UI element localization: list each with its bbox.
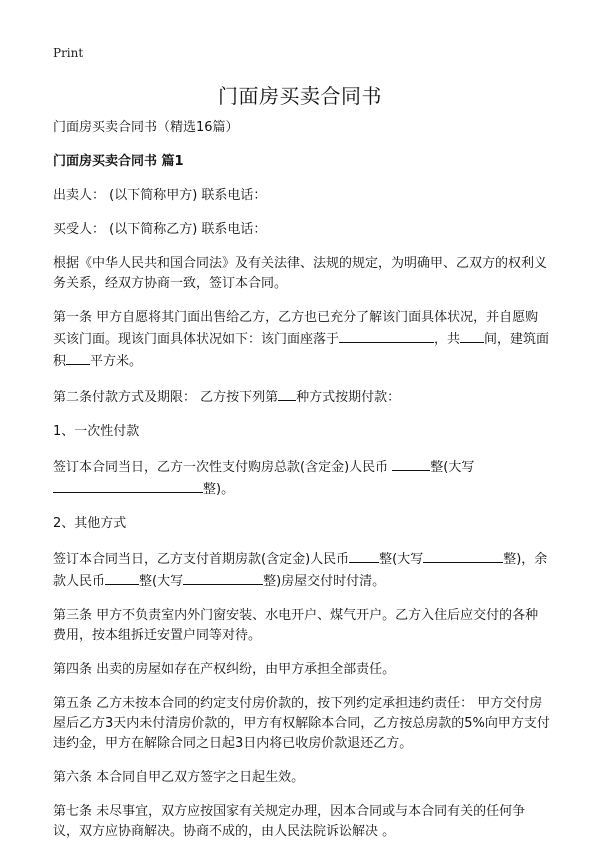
first-payment-words-blank [423,548,503,563]
option-2-paragraph [53,548,550,592]
location-blank [339,328,434,343]
first-payment-blank [349,548,379,563]
article-1-text-c: 间，建筑面积 [53,332,550,369]
option-1-text-a: 签订本合同当日，乙方一次性支付购房总款(含定金)人民币 [53,460,389,475]
document-subtitle: 门面房买卖合同书（精选16篇） [53,120,239,135]
document-title: 门面房买卖合同书 [218,84,382,108]
buyer-line: 买受人： (以下简称乙方) 联系电话： [53,222,267,237]
article-6: 第六条 本合同自甲乙双方签字之日起生效。 [53,770,305,785]
area-blank [66,350,90,365]
option-1-title: 1、一次性付款 [53,424,140,439]
option-1-text-c: 整)。 [203,482,235,497]
seller-line: 出卖人： (以下简称甲方) 联系电话： [53,188,267,203]
total-amount-blank [392,456,430,471]
print-label[interactable]: Print [53,46,84,60]
article-1-text-d: 平方米。 [90,354,143,369]
article-5: 第五条 乙方未按本合同的约定支付房价款的，按下列约定承担违约责任： 甲方交付房屋后乙方3天内未付清房价款的，甲方有权解除本合同，乙方按总房款的5%向甲方支付违约金，甲方在解除合同之日起3日内将已收房价款退还乙方。 [53,696,550,751]
article-4: 第四条 出卖的房屋如存在产权纠纷，由甲方承担全部责任。 [53,662,396,677]
option-2-title: 2、其他方式 [53,516,127,531]
option-2-text-a: 签订本合同当日，乙方支付首期房款(含定金)人民币 [53,552,350,567]
article-1 [53,308,550,372]
option-1-paragraph [53,456,550,500]
option-2-text-c: 整)，余款人民币 [53,552,548,589]
option-1-text-b: 整(大写 [430,460,475,475]
preamble-paragraph: 根据《中华人民共和国合同法》及有关法律、法规的规定，为明确甲、乙双方的权利义务关系，经双方协商一致，签订本合同。 [53,256,548,291]
total-amount-words-blank [53,478,203,493]
article-1-text-a: 第一条 甲方自愿将其门面出售给乙方，乙方也已充分了解该门面具体状况，并自愿购买该门面。现该门面具体状况如下：该门面座落于 [53,310,539,347]
option-2-text-d: 整(大写 [139,574,184,589]
section-heading: 门面房买卖合同书 篇1 [53,154,184,169]
balance-words-blank [183,570,263,585]
article-2 [53,386,550,408]
option-2-text-e: 整)房屋交付时付清。 [263,574,386,589]
rooms-blank [460,328,484,343]
balance-blank [105,570,139,585]
article-3: 第三条 甲方不负责室内外门窗安装、水电开户、煤气开户。乙方入住后应交付的各种费用，按本组拆迁安置户同等对待。 [53,608,539,643]
article-2-text-b: 种方式按期付款： [296,390,401,405]
article-2-text-a: 第二条付款方式及期限： 乙方按下列第 [53,390,279,405]
article-1-text-b: ，共 [434,332,461,347]
article-7: 第七条 未尽事宜，双方应按国家有关规定办理，因本合同或与本合同有关的任何争议，双方应协商解决。协商不成的，由人民法院诉讼解决 。 [53,804,526,839]
payment-option-blank [278,386,296,401]
option-2-text-b: 整(大写 [379,552,424,567]
document-body [53,118,550,856]
